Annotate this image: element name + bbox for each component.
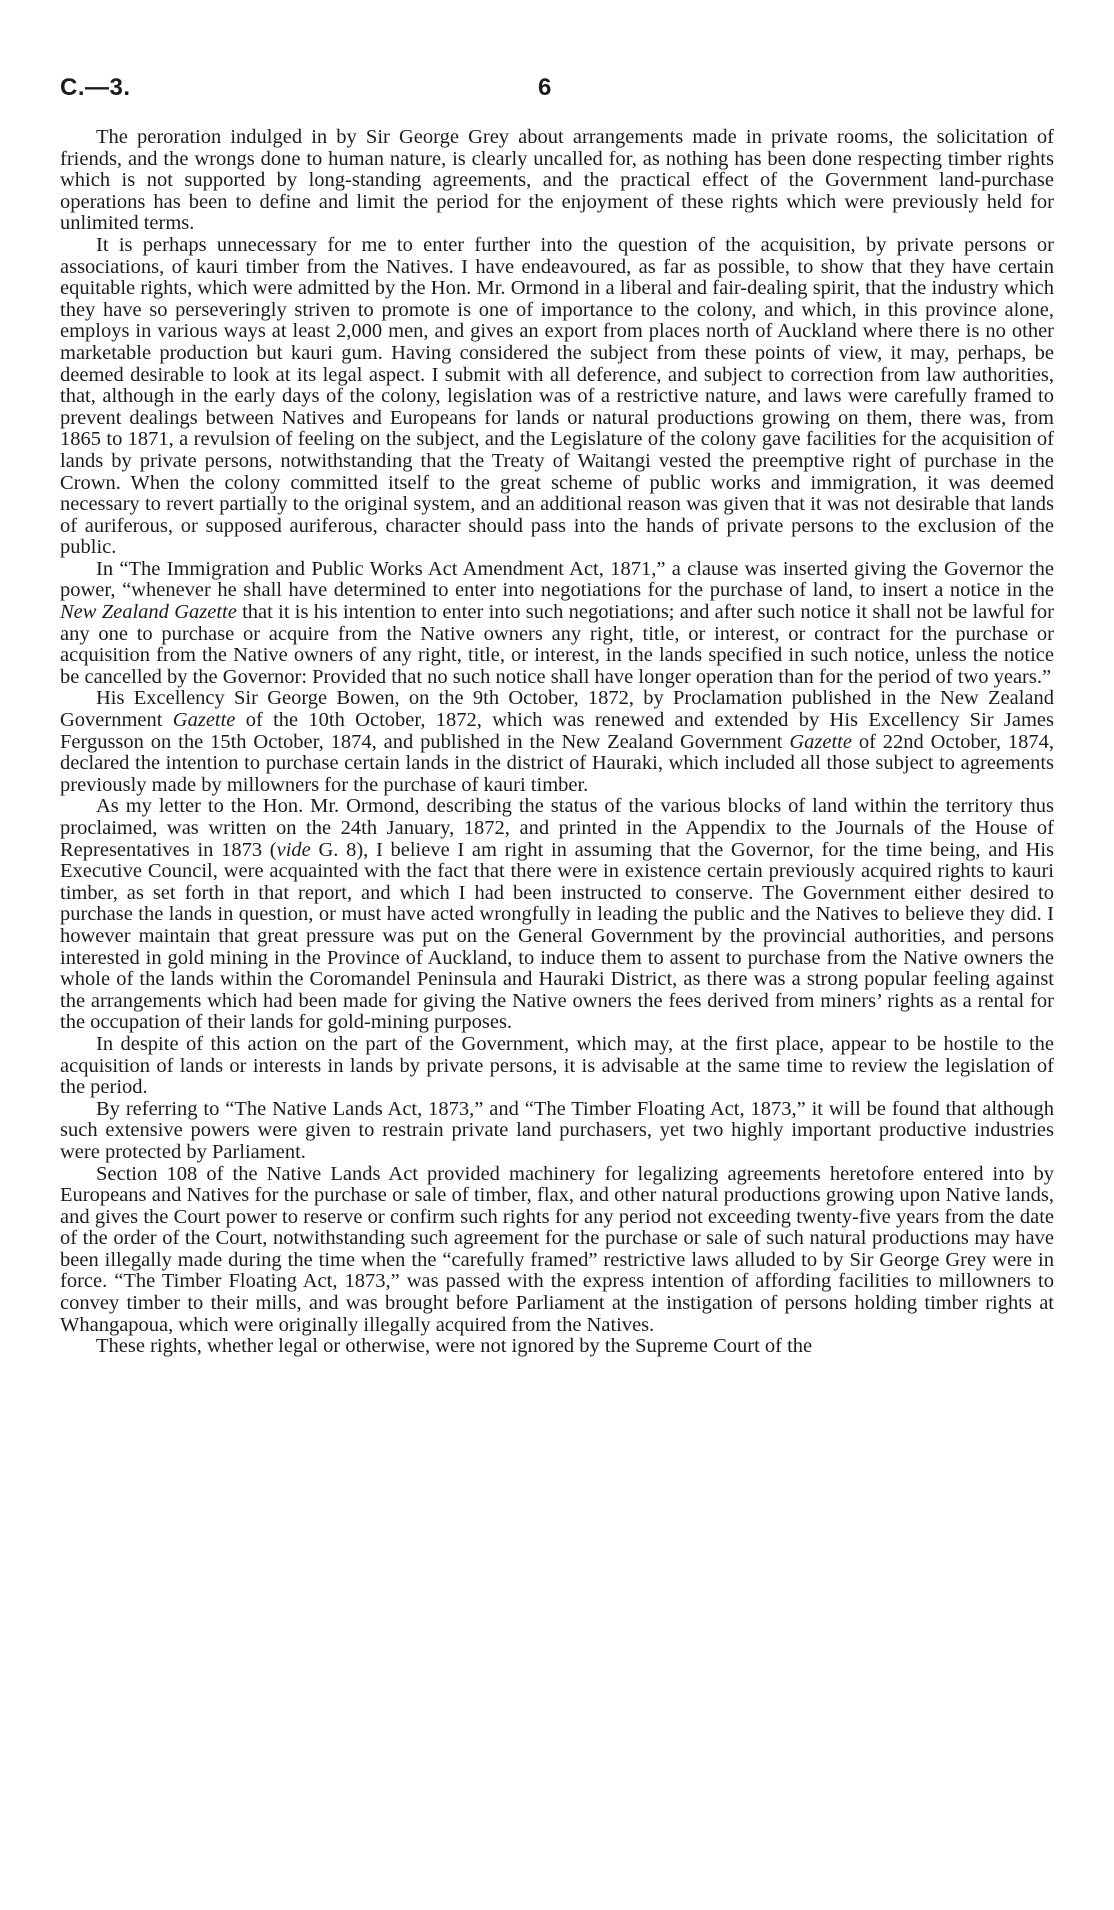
page-number: 6 [538,74,552,101]
body-text [60,127,1054,1358]
paragraph-immigration-act: In “The Immigration and Public Works Act Amendment Act, 1871,” a clause was inserted giving the Governor the power, “whenever he shall have determined to enter into negotiations for the purchase of land, to insert a notice in the New Zealand Gazette that it is his intention to enter into such negotiations; and after such notice it shall not be lawful for any one to purchase or acquire from the Native owners any right, title, or interest, or contract for the purchase or acquisition from the Native owners of any right, title, or interest, in the lands specified in such notice, unless the notice be cancelled by the Governor: Provided that no such notice shall have longer operation than for the period of two years.” [60,557,1055,688]
paragraph-native-lands-act: By referring to “The Native Lands Act, 1873,” and “The Timber Floating Act, 1873,” it will be found that although such extensive powers were given to restrain private land purchasers, yet two highly important productive industries were protected by Parliament. [60,1097,1054,1163]
paragraph-grey-peroration: The peroration indulged in by Sir George Grey about arrangements made in private rooms, the solicitation of friends, and the wrongs done to human nature, is clearly uncalled for, as nothing has been done respecting timber rights which is not supported by long-standing agreements, and the practical effect of the Government land-purchase operations has been to define and limit the period for the enjoyment of these rights which were previously held for unlimited terms. [60,126,1054,235]
paragraph-supreme-court: These rights, whether legal or otherwise, were not ignored by the Supreme Court of the [96,1335,813,1358]
paragraph-government-action: In despite of this action on the part of the Government, which may, at the first place, appear to be hostile to the acquisition of lands or interests in lands by private persons, it is advisable at the same time to review the legislation of the period. [60,1032,1054,1099]
document-code: C.—3. [60,74,131,101]
paragraph-kauri-acquisition: It is perhaps unnecessary for me to enter further into the question of the acquisition, by private persons or associations, of kauri timber from the Natives. I have endeavoured, as far as possible, to show that they have certain equitable rights, which were admitted by the Hon. Mr. Ormond in a liberal and fair-dealing spirit, that the industry which they have so perseveringly striven to promote is one of importance to the colony, and which, in this province alone, employs in various ways at least 2,000 men, and gives an export from places north of Auckland where there is no other marketable production but kauri gum. Having considered the subject from these points of view, it may, perhaps, be deemed desirable to look at its legal aspect. I submit with all deference, and subject to correction from law authorities, that, although in the early days of the colony, legislation was of a restrictive nature, and laws were carefully framed to prevent dealings between Natives and Europeans for lands or natural productions growing on them, there was, from 1865 to 1871, a revulsion of feeling on the subject, and the Legislature of the colony gave facilities for the acquisition of lands by private persons, notwithstanding that the Treaty of Waitangi vested the preemptive right of purchase in the Crown. When the colony committed itself to the great scheme of public works and immigration, it was deemed necessary to revert partially to the original system, and an additional reason was given that it was not desirable that lands of auriferous, or supposed auriferous, character should pass into the hands of private persons to the exclusion of the public. [60,233,1054,559]
page-header [60,74,1054,104]
paragraph-bowen-proclamation: His Excellency Sir George Bowen, on the 9th October, 1872, by Proclamation published in the New Zealand Government Gazette of the 10th October, 1872, which was renewed and extended by His Excellency Sir James Fergusson on the 15th October, 1874, and published in the New Zealand Government Gazette of 22nd October, 1874, declared the intention to purchase certain lands in the district of Hauraki, which included all those subject to agreements previously made by millowners for the purchase of kauri timber. [60,687,1055,796]
paragraph-ormond-letter: As my letter to the Hon. Mr. Ormond, describing the status of the various blocks of land within the territory thus proclaimed, was written on the 24th January, 1872, and printed in the Appendix to the Journals of the House of Representatives in 1873 (vide G. 8), I believe I am right in assuming that the Governor, for the time being, and His Executive Council, were acquainted with the fact that there were in existence certain previously acquired rights to kauri timber, as set forth in that report, and which I had been instructed to conserve. The Government either desired to purchase the lands in question, or must have acted wrongfully in leading the public and the Natives to believe they did. I however maintain that great pressure was put on the General Government by the provincial authorities, and persons interested in gold mining in the Province of Auckland, to induce them to assent to purchase from the Native owners the whole of the lands within the Coromandel Peninsula and Hauraki District, as there was a strong popular feeling against the arrangements which had been made for giving the Native owners the fees derived from miners’ rights as a rental for the occupation of their lands for gold-mining purposes. [60,795,1055,1034]
paragraph-section-108: Section 108 of the Native Lands Act provided machinery for legalizing agreements heretofore entered into by Europeans and Natives for the purchase or sale of timber, flax, and other natural productions growing upon Native lands, and gives the Court power to reserve or confirm such rights for any period not exceeding twenty-five years from the date of the order of the Court, notwithstanding such agreement for the purchase or sale of such natural productions may have been illegally made during the time when the “carefully framed” restrictive laws alluded to by Sir George Grey were in force. “The Timber Floating Act, 1873,” was passed with the express intention of affording facilities to millowners to convey timber to their mills, and was brought before Parliament at the instigation of persons holding timber rights at Whangapoua, which were originally illegally acquired from the Natives. [60,1162,1054,1336]
